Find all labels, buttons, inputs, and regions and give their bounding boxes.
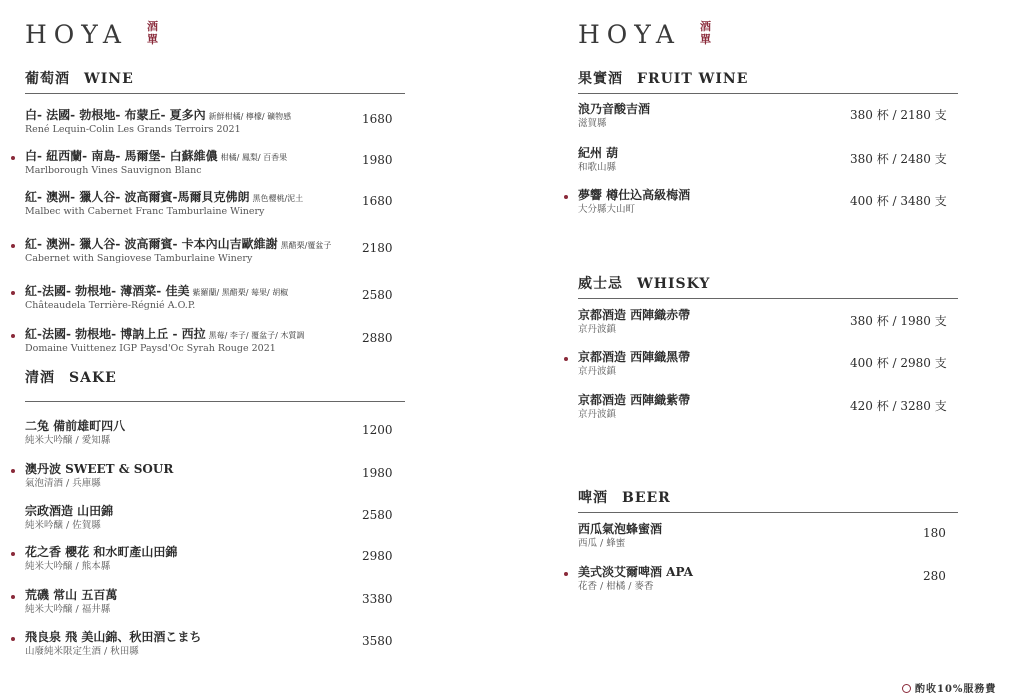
- item-subtitle: 西瓜 / 蜂蜜: [578, 538, 626, 549]
- menu-item: [578, 188, 958, 224]
- brand-tag-bottom: 單: [147, 33, 158, 46]
- item-price: 1980: [362, 466, 393, 480]
- item-price: 380 杯 / 2180 支: [850, 108, 947, 122]
- item-price: 2980: [362, 549, 393, 563]
- item-name-text: 澳丹波 SWEET & SOUR: [25, 462, 174, 476]
- service-charge-icon: [902, 684, 911, 693]
- section-title: [578, 487, 671, 507]
- item-name-text: 白- 法國- 勃根地- 布蒙丘- 夏多內: [25, 108, 206, 122]
- item-name: [578, 146, 618, 161]
- item-name: [578, 565, 693, 580]
- item-tasting-notes: 黑色櫻桃/泥土: [252, 194, 304, 203]
- menu-item: [25, 588, 405, 624]
- item-subtitle: Marlborough Vines Sauvignon Blanc: [25, 165, 202, 176]
- brand-tag-top: 酒: [147, 20, 158, 33]
- item-tasting-notes: 黑莓/ 李子/ 覆盆子/ 木質調: [208, 331, 305, 340]
- section-divider: [578, 93, 958, 94]
- item-name-text: 京都酒造 西陣織赤帶: [578, 308, 691, 322]
- item-subtitle: 山廢純米限定生酒 / 秋田縣: [25, 646, 139, 657]
- featured-dot-icon: [11, 156, 15, 160]
- item-name-text: 紅- 澳洲- 獵人谷- 波高爾賓- 卡本內山吉歐維謝: [25, 237, 278, 251]
- menu-item: [578, 308, 958, 344]
- item-name: [25, 327, 304, 343]
- section-title: [25, 367, 117, 387]
- item-price: 2580: [362, 508, 393, 522]
- menu-item: [25, 284, 405, 320]
- menu-item: [25, 190, 405, 226]
- menu-item: [25, 462, 405, 498]
- item-price: 400 杯 / 2980 支: [850, 356, 947, 370]
- brand-tag: [700, 20, 714, 46]
- featured-dot-icon: [11, 595, 15, 599]
- featured-dot-icon: [11, 552, 15, 556]
- item-name-text: 紀州 葫: [578, 146, 619, 160]
- brand-name: HOYA: [25, 20, 128, 49]
- section-divider: [578, 298, 958, 299]
- item-tasting-notes: 黑醋栗/覆盆子: [280, 241, 332, 250]
- item-name: [25, 545, 177, 560]
- item-name: [25, 284, 288, 300]
- item-price: 2580: [362, 288, 393, 302]
- item-tasting-notes: 柑橘/ 鳳梨/ 百香果: [220, 153, 288, 162]
- item-name: [25, 630, 201, 645]
- service-charge-text: 酌收10%服務費: [915, 684, 997, 695]
- menu-item: [578, 146, 958, 182]
- item-name-text: 白- 紐西蘭- 南島- 馬爾堡- 白蘇維儂: [25, 149, 218, 163]
- item-subtitle: 京丹波鎮: [578, 324, 617, 335]
- section-title-zh: 威士忌: [578, 276, 623, 292]
- item-subtitle: 大分縣大山町: [578, 204, 636, 215]
- item-tasting-notes: 新鮮柑橘/ 檸檬/ 礦物感: [208, 112, 292, 121]
- section-title: [25, 68, 134, 88]
- item-subtitle: 京丹波鎮: [578, 366, 617, 377]
- menu-item: [25, 419, 405, 455]
- item-price: 180: [923, 526, 946, 540]
- item-name-text: 宗政酒造 山田錦: [25, 504, 114, 518]
- item-price: 420 杯 / 3280 支: [850, 399, 947, 413]
- section-title-zh: 葡萄酒: [25, 71, 70, 87]
- section-title: [578, 273, 710, 293]
- section-title: [578, 68, 748, 88]
- featured-dot-icon: [11, 334, 15, 338]
- section-divider: [578, 512, 958, 513]
- item-price: 3580: [362, 634, 393, 648]
- menu-item: [578, 393, 958, 429]
- item-name-text: 花之香 櫻花 和水町產山田錦: [25, 545, 178, 559]
- featured-dot-icon: [11, 244, 15, 248]
- item-subtitle: 純米大吟醸 / 福井縣: [25, 604, 111, 615]
- item-name-text: 荒磯 常山 五百萬: [25, 588, 118, 602]
- item-price: 280: [923, 569, 946, 583]
- item-price: 1980: [362, 153, 393, 167]
- section-title-zh: 啤酒: [578, 490, 608, 506]
- item-price: 1680: [362, 112, 393, 126]
- menu-item: [578, 350, 958, 386]
- menu-item: [25, 149, 405, 185]
- section-divider: [25, 401, 405, 402]
- item-name: [578, 522, 662, 537]
- item-price: 3380: [362, 592, 393, 606]
- item-name: [578, 350, 690, 365]
- item-name: [25, 108, 291, 124]
- item-subtitle: 純米大吟醸 / 愛知縣: [25, 435, 111, 446]
- featured-dot-icon: [11, 469, 15, 473]
- item-price: 2880: [362, 331, 393, 345]
- item-name: [25, 190, 303, 206]
- section-title-zh: 清酒: [25, 370, 55, 386]
- item-price: 380 杯 / 1980 支: [850, 314, 947, 328]
- item-name: [25, 237, 331, 253]
- brand-tag: [147, 20, 161, 46]
- item-name: [25, 149, 287, 165]
- brand-tag-top: 酒: [700, 20, 711, 33]
- item-subtitle: 氣泡清酒 / 兵庫縣: [25, 478, 101, 489]
- item-subtitle: 京丹波鎮: [578, 409, 617, 420]
- item-tasting-notes: 紫羅蘭/ 黑醋栗/ 莓果/ 胡椒: [192, 288, 289, 297]
- menu-item: [25, 237, 405, 273]
- menu-item: [25, 545, 405, 581]
- section-title-en: WINE: [84, 71, 134, 87]
- item-name: [578, 393, 690, 408]
- item-price: 1680: [362, 194, 393, 208]
- item-price: 1200: [362, 423, 393, 437]
- item-name-text: 京都酒造 西陣織黑帶: [578, 350, 691, 364]
- section-title-en: BEER: [622, 490, 671, 506]
- item-subtitle: Châteaudela Terrière-Régnié A.O.P.: [25, 300, 196, 311]
- item-subtitle: 純米大吟醸 / 熊本縣: [25, 561, 111, 572]
- menu-item: [578, 565, 958, 601]
- item-name: [578, 308, 690, 323]
- item-name-text: 飛良泉 飛 美山錦、秋田酒こまち: [25, 630, 202, 644]
- item-name-text: 紅-法國- 勃根地- 薄酒菜- 佳美: [25, 284, 190, 298]
- item-name-text: 浪乃音酸吉酒: [578, 102, 651, 116]
- section-title-zh: 果實酒: [578, 71, 623, 87]
- menu-item: [25, 630, 405, 666]
- item-price: 2180: [362, 241, 393, 255]
- item-name-text: 夢響 樽仕込高級梅酒: [578, 188, 691, 202]
- item-name-text: 二兔 備前雄町四八: [25, 419, 126, 433]
- section-title-en: FRUIT WINE: [637, 71, 749, 87]
- item-price: 380 杯 / 2480 支: [850, 152, 947, 166]
- item-subtitle: 和歌山縣: [578, 162, 617, 173]
- item-subtitle: 純米吟醸 / 佐賀縣: [25, 520, 101, 531]
- item-name: [578, 188, 690, 203]
- item-name-text: 紅- 澳洲- 獵人谷- 波高爾賓-馬爾貝克佛朗: [25, 190, 250, 204]
- item-name: [578, 102, 650, 117]
- menu-item: [25, 327, 405, 363]
- menu-item: [25, 504, 405, 540]
- item-subtitle: 花香 / 柑橘 / 麥香: [578, 581, 654, 592]
- item-name: [25, 504, 113, 519]
- item-name: [25, 462, 173, 477]
- featured-dot-icon: [564, 572, 568, 576]
- featured-dot-icon: [11, 291, 15, 295]
- item-name-text: 紅-法國- 勃根地- 博訥上丘 - 西拉: [25, 327, 206, 341]
- item-price: 400 杯 / 3480 支: [850, 194, 947, 208]
- menu-item: [578, 102, 958, 138]
- service-charge-note: [902, 680, 996, 695]
- menu-item: [578, 522, 958, 558]
- menu-item: [25, 108, 405, 144]
- item-name: [25, 419, 125, 434]
- item-subtitle: Domaine Vuittenez IGP Paysd'Oc Syrah Rouge 2021: [25, 343, 276, 354]
- item-name: [25, 588, 117, 603]
- section-title-en: SAKE: [69, 370, 117, 386]
- item-name-text: 京都酒造 西陣織紫帶: [578, 393, 691, 407]
- section-divider: [25, 93, 405, 94]
- section-title-en: WHISKY: [637, 276, 711, 292]
- item-name-text: 西瓜氣泡蜂蜜酒: [578, 522, 663, 536]
- item-subtitle: René Lequin-Colin Les Grands Terroirs 2021: [25, 124, 241, 135]
- item-subtitle: 滋賀縣: [578, 118, 607, 129]
- brand-tag-bottom: 單: [700, 33, 711, 46]
- item-name-text: 美式淡艾爾啤酒 APA: [578, 565, 693, 579]
- item-subtitle: Cabernet with Sangiovese Tamburlaine Winery: [25, 253, 253, 264]
- featured-dot-icon: [564, 357, 568, 361]
- featured-dot-icon: [11, 637, 15, 641]
- featured-dot-icon: [564, 195, 568, 199]
- item-subtitle: Malbec with Cabernet Franc Tamburlaine Winery: [25, 206, 265, 217]
- brand-name: HOYA: [578, 20, 681, 49]
